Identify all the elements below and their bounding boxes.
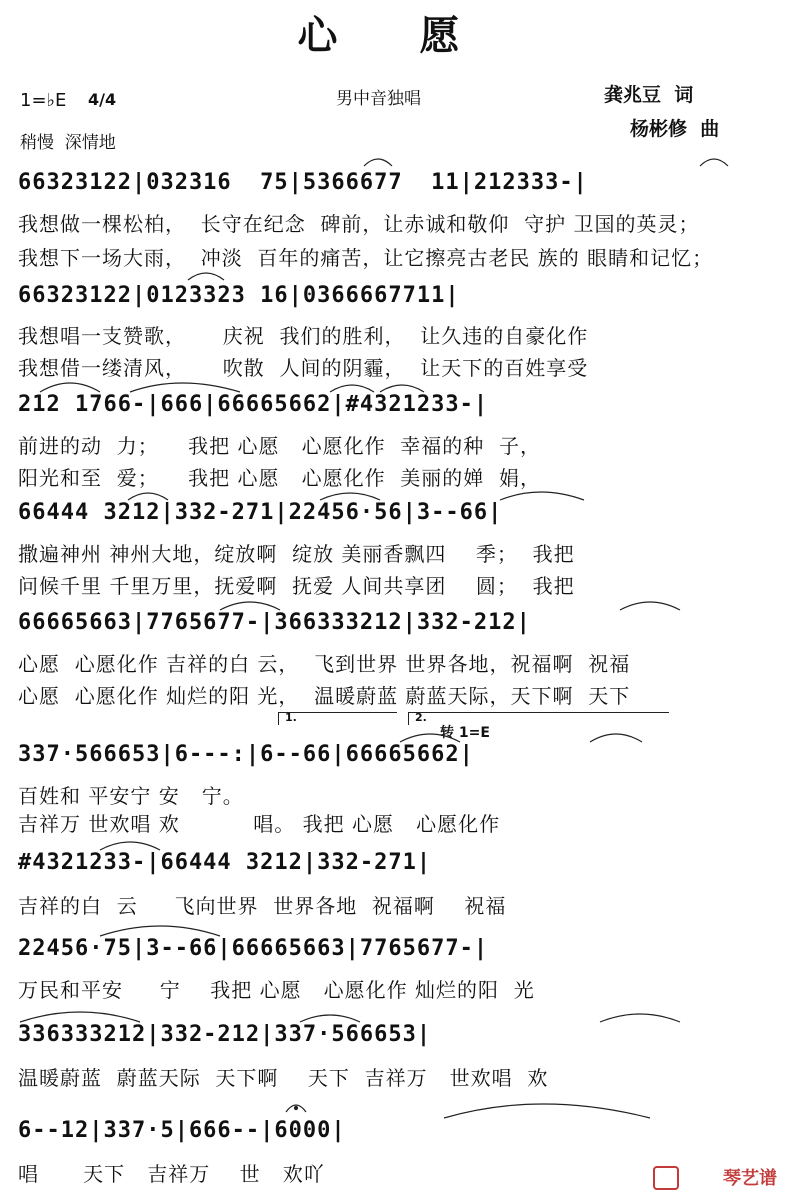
slur <box>500 492 584 500</box>
notation-line: 6--12|337·5|666--|6000| <box>18 1118 346 1143</box>
slur <box>20 1012 140 1022</box>
lyric-line: 我想唱一支赞歌， 庆祝 我们的胜利， 让久违的自豪化作 <box>18 324 589 348</box>
notation-line: #4321233-|66444 3212|332-271| <box>18 850 432 875</box>
notation-line: 337·566653|6---:|6--66|66665662| <box>18 742 474 767</box>
lyric-line: 撒遍神州 神州大地，绽放啊 绽放 美丽香飘四 季； 我把 <box>18 542 575 566</box>
tempo-marking: 稍慢 深情地 <box>20 133 116 153</box>
slur <box>100 842 160 850</box>
notation-line: 66323122|032316 75|5366677 11|212333-| <box>18 170 588 195</box>
composer-credit: 杨彬修 曲 <box>630 118 720 140</box>
slur <box>620 602 680 610</box>
key-signature: 1=♭E <box>20 90 67 111</box>
volta-second-label: 2. <box>415 711 427 724</box>
notation-line: 22456·75|3--66|66665663|7765677-| <box>18 936 489 961</box>
lyric-line: 阳光和至 爱； 我把 心愿 心愿化作 美丽的婵 娟， <box>18 466 542 490</box>
slur <box>188 273 224 280</box>
notation-line: 66323122|0123323 16|0366667711| <box>18 283 460 308</box>
slur <box>320 493 380 500</box>
lyric-line: 吉祥的白 云 飞向世界 世界各地 祝福啊 祝福 <box>18 894 507 918</box>
watermark: 琴艺谱 <box>723 1168 777 1189</box>
lyric-line: 心愿 心愿化作 灿烂的阳 光， 温暖蔚蓝 蔚蓝天际，天下啊 天下 <box>18 684 631 708</box>
song-title: 心 愿 <box>297 12 494 59</box>
slur <box>600 1014 680 1022</box>
fermata-dot <box>295 1107 298 1110</box>
slur <box>590 734 642 742</box>
slur <box>130 383 240 392</box>
slur <box>700 159 728 166</box>
slur <box>300 1015 360 1022</box>
slur <box>220 602 280 610</box>
lyric-line: 问候千里 千里万里，抚爱啊 抚爱 人间共享团 圆； 我把 <box>18 574 575 598</box>
lyric-line: 温暖蔚蓝 蔚蓝天际 天下啊 天下 吉祥万 世欢唱 欢 <box>18 1066 549 1090</box>
lyric-line: 前进的动 力； 我把 心愿 心愿化作 幸福的种 子， <box>18 434 542 458</box>
lyric-line: 百姓和 平安宁 安 宁。 <box>18 784 244 808</box>
notation-line: 336333212|332-212|337·566653| <box>18 1022 432 1047</box>
notation-line: 66444 3212|332-271|22456·56|3--66| <box>18 500 503 525</box>
lyric-line: 我想借一缕清风， 吹散 人间的阴霾， 让天下的百姓享受 <box>18 356 589 380</box>
notation-line: 66665663|7765677-|366333212|332-212| <box>18 610 531 635</box>
lyric-line: 万民和平安 宁 我把 心愿 心愿化作 灿烂的阳 光 <box>18 978 535 1002</box>
lyric-line: 吉祥万 世欢唱 欢 唱。 我把 心愿 心愿化作 <box>18 812 501 836</box>
lyric-line: 唱 天下 吉祥万 世 欢吖 <box>18 1162 325 1186</box>
subtitle: 男中音独唱 <box>336 89 421 109</box>
volta-first-label: 1. <box>285 711 297 724</box>
slur <box>100 926 220 936</box>
slur <box>364 159 392 166</box>
lyric-line: 我想下一场大雨， 冲淡 百年的痛苦，让它擦亮古老民 族的 眼睛和记忆； <box>18 246 714 270</box>
slur <box>380 385 424 392</box>
notation-line: 212 1766-|666|66665662|#4321233-| <box>18 392 489 417</box>
lyric-line: 心愿 心愿化作 吉祥的白 云， 飞到世界 世界各地，祝福啊 祝福 <box>18 652 631 676</box>
key-change-marking: 转 1=E <box>440 725 490 741</box>
slur <box>400 734 460 742</box>
slur <box>330 385 374 392</box>
slur <box>40 383 100 392</box>
watermark-logo-icon <box>653 1166 679 1190</box>
slur <box>128 493 168 500</box>
time-signature: 4/4 <box>88 90 117 109</box>
lyricist-credit: 龚兆豆 词 <box>604 84 694 106</box>
slur <box>444 1104 650 1118</box>
lyric-line: 我想做一棵松柏， 长守在纪念 碑前，让赤诚和敬仰 守护 卫国的英灵； <box>18 212 700 236</box>
